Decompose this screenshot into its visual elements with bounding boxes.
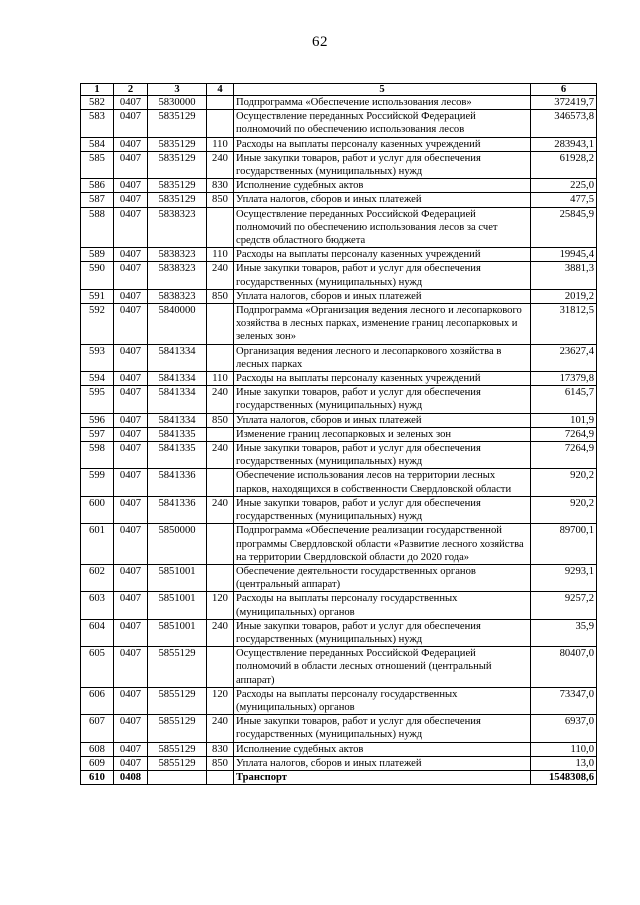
row-name-cell: Осуществление переданных Российской Федерацией полномочий по обеспечению использования лесов <box>234 110 531 137</box>
table-row <box>81 647 597 688</box>
table-row <box>81 770 597 784</box>
table-row <box>81 742 597 756</box>
amount-cell: 225,0 <box>531 179 597 193</box>
row-number-cell: 607 <box>81 715 114 742</box>
amount-cell: 13,0 <box>531 756 597 770</box>
row-name-cell: Расходы на выплаты персоналу казенных учреждений <box>234 248 531 262</box>
expense-type-cell: 240 <box>207 262 234 289</box>
row-name-cell: Уплата налогов, сборов и иных платежей <box>234 413 531 427</box>
target-code-cell: 5851001 <box>148 592 207 619</box>
target-code-cell: 5841334 <box>148 413 207 427</box>
amount-cell: 89700,1 <box>531 524 597 565</box>
table-row <box>81 524 597 565</box>
expense-type-cell: 240 <box>207 715 234 742</box>
table-row <box>81 207 597 248</box>
target-code-cell: 5840000 <box>148 304 207 345</box>
row-number-cell: 605 <box>81 647 114 688</box>
row-name-cell: Расходы на выплаты персоналу казенных учреждений <box>234 372 531 386</box>
amount-cell: 372419,7 <box>531 96 597 110</box>
expense-type-cell: 850 <box>207 193 234 207</box>
row-number-cell: 606 <box>81 687 114 714</box>
target-code-cell: 5838323 <box>148 207 207 248</box>
table-row <box>81 442 597 469</box>
row-name-cell: Иные закупки товаров, работ и услуг для обеспечения государственных (муниципальных) нужд <box>234 386 531 413</box>
table-row <box>81 469 597 496</box>
row-name-cell: Иные закупки товаров, работ и услуг для обеспечения государственных (муниципальных) нужд <box>234 496 531 523</box>
target-code-cell: 5835129 <box>148 151 207 178</box>
target-code-cell: 5855129 <box>148 742 207 756</box>
row-number-cell: 594 <box>81 372 114 386</box>
section-code-cell: 0407 <box>114 386 148 413</box>
row-name-cell: Изменение границ лесопарковых и зеленых зон <box>234 427 531 441</box>
row-name-cell: Расходы на выплаты персоналу государственных (муниципальных) органов <box>234 592 531 619</box>
column-header: 5 <box>234 84 531 96</box>
column-header: 3 <box>148 84 207 96</box>
section-code-cell: 0407 <box>114 442 148 469</box>
row-number-cell: 592 <box>81 304 114 345</box>
column-header: 6 <box>531 84 597 96</box>
column-header: 2 <box>114 84 148 96</box>
table-row <box>81 687 597 714</box>
section-code-cell: 0407 <box>114 687 148 714</box>
section-code-cell: 0407 <box>114 193 148 207</box>
section-code-cell: 0407 <box>114 715 148 742</box>
target-code-cell: 5841336 <box>148 496 207 523</box>
target-code-cell: 5855129 <box>148 715 207 742</box>
expense-type-cell: 850 <box>207 756 234 770</box>
table-row <box>81 96 597 110</box>
table-row <box>81 289 597 303</box>
target-code-cell: 5835129 <box>148 193 207 207</box>
section-code-cell: 0407 <box>114 304 148 345</box>
row-number-cell: 582 <box>81 96 114 110</box>
row-number-cell: 590 <box>81 262 114 289</box>
row-number-cell: 589 <box>81 248 114 262</box>
row-number-cell: 601 <box>81 524 114 565</box>
expense-type-cell <box>207 344 234 371</box>
expense-type-cell <box>207 304 234 345</box>
section-code-cell: 0407 <box>114 742 148 756</box>
target-code-cell: 5838323 <box>148 248 207 262</box>
amount-cell: 19945,4 <box>531 248 597 262</box>
table-row <box>81 592 597 619</box>
amount-cell: 17379,8 <box>531 372 597 386</box>
table-row <box>81 756 597 770</box>
expense-type-cell <box>207 427 234 441</box>
table-row <box>81 137 597 151</box>
expense-type-cell: 240 <box>207 496 234 523</box>
expense-type-cell <box>207 96 234 110</box>
expense-type-cell <box>207 647 234 688</box>
row-number-cell: 593 <box>81 344 114 371</box>
section-code-cell: 0407 <box>114 469 148 496</box>
row-name-cell: Транспорт <box>234 770 531 784</box>
section-code-cell: 0407 <box>114 179 148 193</box>
section-code-cell: 0407 <box>114 110 148 137</box>
target-code-cell: 5855129 <box>148 756 207 770</box>
section-code-cell: 0407 <box>114 262 148 289</box>
row-number-cell: 604 <box>81 619 114 646</box>
target-code-cell: 5841335 <box>148 442 207 469</box>
amount-cell: 80407,0 <box>531 647 597 688</box>
row-name-cell: Иные закупки товаров, работ и услуг для обеспечения государственных (муниципальных) нужд <box>234 442 531 469</box>
section-code-cell: 0407 <box>114 564 148 591</box>
row-number-cell: 591 <box>81 289 114 303</box>
row-number-cell: 599 <box>81 469 114 496</box>
target-code-cell: 5838323 <box>148 262 207 289</box>
table-row <box>81 413 597 427</box>
row-name-cell: Подпрограмма «Организация ведения лесного и лесопаркового хозяйства в лесных парках, изменение границ лесопарковых и зеленых зон» <box>234 304 531 345</box>
section-code-cell: 0407 <box>114 496 148 523</box>
expense-type-cell <box>207 524 234 565</box>
amount-cell: 23627,4 <box>531 344 597 371</box>
target-code-cell: 5841334 <box>148 344 207 371</box>
amount-cell: 2019,2 <box>531 289 597 303</box>
row-name-cell: Уплата налогов, сборов и иных платежей <box>234 289 531 303</box>
row-number-cell: 598 <box>81 442 114 469</box>
row-number-cell: 584 <box>81 137 114 151</box>
expense-type-cell: 120 <box>207 687 234 714</box>
amount-cell: 73347,0 <box>531 687 597 714</box>
target-code-cell: 5855129 <box>148 687 207 714</box>
section-code-cell: 0407 <box>114 619 148 646</box>
target-code-cell: 5835129 <box>148 179 207 193</box>
target-code-cell: 5835129 <box>148 137 207 151</box>
expense-type-cell: 830 <box>207 742 234 756</box>
expense-type-cell: 110 <box>207 248 234 262</box>
section-code-cell: 0407 <box>114 207 148 248</box>
column-header: 4 <box>207 84 234 96</box>
target-code-cell: 5855129 <box>148 647 207 688</box>
amount-cell: 3881,3 <box>531 262 597 289</box>
amount-cell: 35,9 <box>531 619 597 646</box>
amount-cell: 25845,9 <box>531 207 597 248</box>
expense-type-cell: 120 <box>207 592 234 619</box>
amount-cell: 920,2 <box>531 469 597 496</box>
table-row <box>81 386 597 413</box>
expense-type-cell <box>207 207 234 248</box>
expense-type-cell: 240 <box>207 619 234 646</box>
row-number-cell: 596 <box>81 413 114 427</box>
budget-table <box>80 83 597 785</box>
amount-cell: 477,5 <box>531 193 597 207</box>
amount-cell: 1548308,6 <box>531 770 597 784</box>
target-code-cell: 5851001 <box>148 564 207 591</box>
row-number-cell: 595 <box>81 386 114 413</box>
row-name-cell: Обеспечение деятельности государственных органов (центральный аппарат) <box>234 564 531 591</box>
row-number-cell: 610 <box>81 770 114 784</box>
expense-type-cell: 850 <box>207 413 234 427</box>
page-number: 62 <box>312 34 328 50</box>
target-code-cell: 5841336 <box>148 469 207 496</box>
row-name-cell: Расходы на выплаты персоналу государственных (муниципальных) органов <box>234 687 531 714</box>
row-name-cell: Организация ведения лесного и лесопаркового хозяйства в лесных парках <box>234 344 531 371</box>
section-code-cell: 0407 <box>114 248 148 262</box>
section-code-cell: 0407 <box>114 151 148 178</box>
row-number-cell: 602 <box>81 564 114 591</box>
row-name-cell: Осуществление переданных Российской Федерацией полномочий в области лесных отношений (центральный аппарат) <box>234 647 531 688</box>
amount-cell: 101,9 <box>531 413 597 427</box>
row-name-cell: Осуществление переданных Российской Федерацией полномочий по обеспечению использования лесов за счет средств областного бюджета <box>234 207 531 248</box>
expense-type-cell: 830 <box>207 179 234 193</box>
section-code-cell: 0407 <box>114 592 148 619</box>
target-code-cell: 5841334 <box>148 386 207 413</box>
table-row <box>81 262 597 289</box>
table-row <box>81 427 597 441</box>
amount-cell: 9257,2 <box>531 592 597 619</box>
target-code-cell: 5851001 <box>148 619 207 646</box>
amount-cell: 346573,8 <box>531 110 597 137</box>
amount-cell: 110,0 <box>531 742 597 756</box>
table-row <box>81 344 597 371</box>
row-number-cell: 587 <box>81 193 114 207</box>
expense-type-cell: 240 <box>207 442 234 469</box>
row-number-cell: 585 <box>81 151 114 178</box>
table-row <box>81 372 597 386</box>
table-body <box>81 96 597 785</box>
target-code-cell: 5838323 <box>148 289 207 303</box>
row-name-cell: Уплата налогов, сборов и иных платежей <box>234 756 531 770</box>
row-number-cell: 588 <box>81 207 114 248</box>
section-code-cell: 0407 <box>114 756 148 770</box>
target-code-cell: 5841334 <box>148 372 207 386</box>
amount-cell: 7264,9 <box>531 442 597 469</box>
section-code-cell: 0407 <box>114 413 148 427</box>
table-row <box>81 151 597 178</box>
table-row <box>81 110 597 137</box>
section-code-cell: 0407 <box>114 137 148 151</box>
row-number-cell: 586 <box>81 179 114 193</box>
expense-type-cell: 240 <box>207 386 234 413</box>
table-header-row <box>81 84 597 96</box>
section-code-cell: 0407 <box>114 372 148 386</box>
expense-type-cell: 110 <box>207 137 234 151</box>
row-name-cell: Уплата налогов, сборов и иных платежей <box>234 193 531 207</box>
section-code-cell: 0407 <box>114 647 148 688</box>
row-name-cell: Обеспечение использования лесов на территории лесных парков, находящихся в собственности Свердловской области <box>234 469 531 496</box>
row-name-cell: Подпрограмма «Обеспечение использования лесов» <box>234 96 531 110</box>
amount-cell: 6937,0 <box>531 715 597 742</box>
section-code-cell: 0407 <box>114 96 148 110</box>
section-code-cell: 0407 <box>114 344 148 371</box>
row-number-cell: 597 <box>81 427 114 441</box>
table-row <box>81 304 597 345</box>
target-code-cell: 5841335 <box>148 427 207 441</box>
amount-cell: 920,2 <box>531 496 597 523</box>
row-name-cell: Исполнение судебных актов <box>234 179 531 193</box>
expense-type-cell <box>207 770 234 784</box>
row-number-cell: 608 <box>81 742 114 756</box>
target-code-cell: 5835129 <box>148 110 207 137</box>
row-name-cell: Иные закупки товаров, работ и услуг для обеспечения государственных (муниципальных) нужд <box>234 262 531 289</box>
table-row <box>81 715 597 742</box>
amount-cell: 6145,7 <box>531 386 597 413</box>
amount-cell: 7264,9 <box>531 427 597 441</box>
row-number-cell: 583 <box>81 110 114 137</box>
table-row <box>81 193 597 207</box>
row-name-cell: Иные закупки товаров, работ и услуг для обеспечения государственных (муниципальных) нужд <box>234 715 531 742</box>
row-name-cell: Исполнение судебных актов <box>234 742 531 756</box>
row-number-cell: 609 <box>81 756 114 770</box>
target-code-cell: 5830000 <box>148 96 207 110</box>
table-row <box>81 619 597 646</box>
row-name-cell: Подпрограмма «Обеспечение реализации государственной программы Свердловской области «Развитие лесного хозяйства на территории Свердловской области до 2020 года» <box>234 524 531 565</box>
section-code-cell: 0407 <box>114 524 148 565</box>
target-code-cell <box>148 770 207 784</box>
table-row <box>81 248 597 262</box>
expense-type-cell <box>207 469 234 496</box>
table-row <box>81 496 597 523</box>
expense-type-cell: 110 <box>207 372 234 386</box>
target-code-cell: 5850000 <box>148 524 207 565</box>
expense-type-cell <box>207 110 234 137</box>
row-number-cell: 603 <box>81 592 114 619</box>
section-code-cell: 0407 <box>114 427 148 441</box>
section-code-cell: 0407 <box>114 289 148 303</box>
row-name-cell: Иные закупки товаров, работ и услуг для обеспечения государственных (муниципальных) нужд <box>234 151 531 178</box>
table-row <box>81 564 597 591</box>
row-name-cell: Расходы на выплаты персоналу казенных учреждений <box>234 137 531 151</box>
row-number-cell: 600 <box>81 496 114 523</box>
amount-cell: 61928,2 <box>531 151 597 178</box>
section-code-cell: 0408 <box>114 770 148 784</box>
amount-cell: 283943,1 <box>531 137 597 151</box>
amount-cell: 31812,5 <box>531 304 597 345</box>
amount-cell: 9293,1 <box>531 564 597 591</box>
expense-type-cell: 850 <box>207 289 234 303</box>
row-name-cell: Иные закупки товаров, работ и услуг для обеспечения государственных (муниципальных) нужд <box>234 619 531 646</box>
expense-type-cell <box>207 564 234 591</box>
table-row <box>81 179 597 193</box>
column-header: 1 <box>81 84 114 96</box>
expense-type-cell: 240 <box>207 151 234 178</box>
